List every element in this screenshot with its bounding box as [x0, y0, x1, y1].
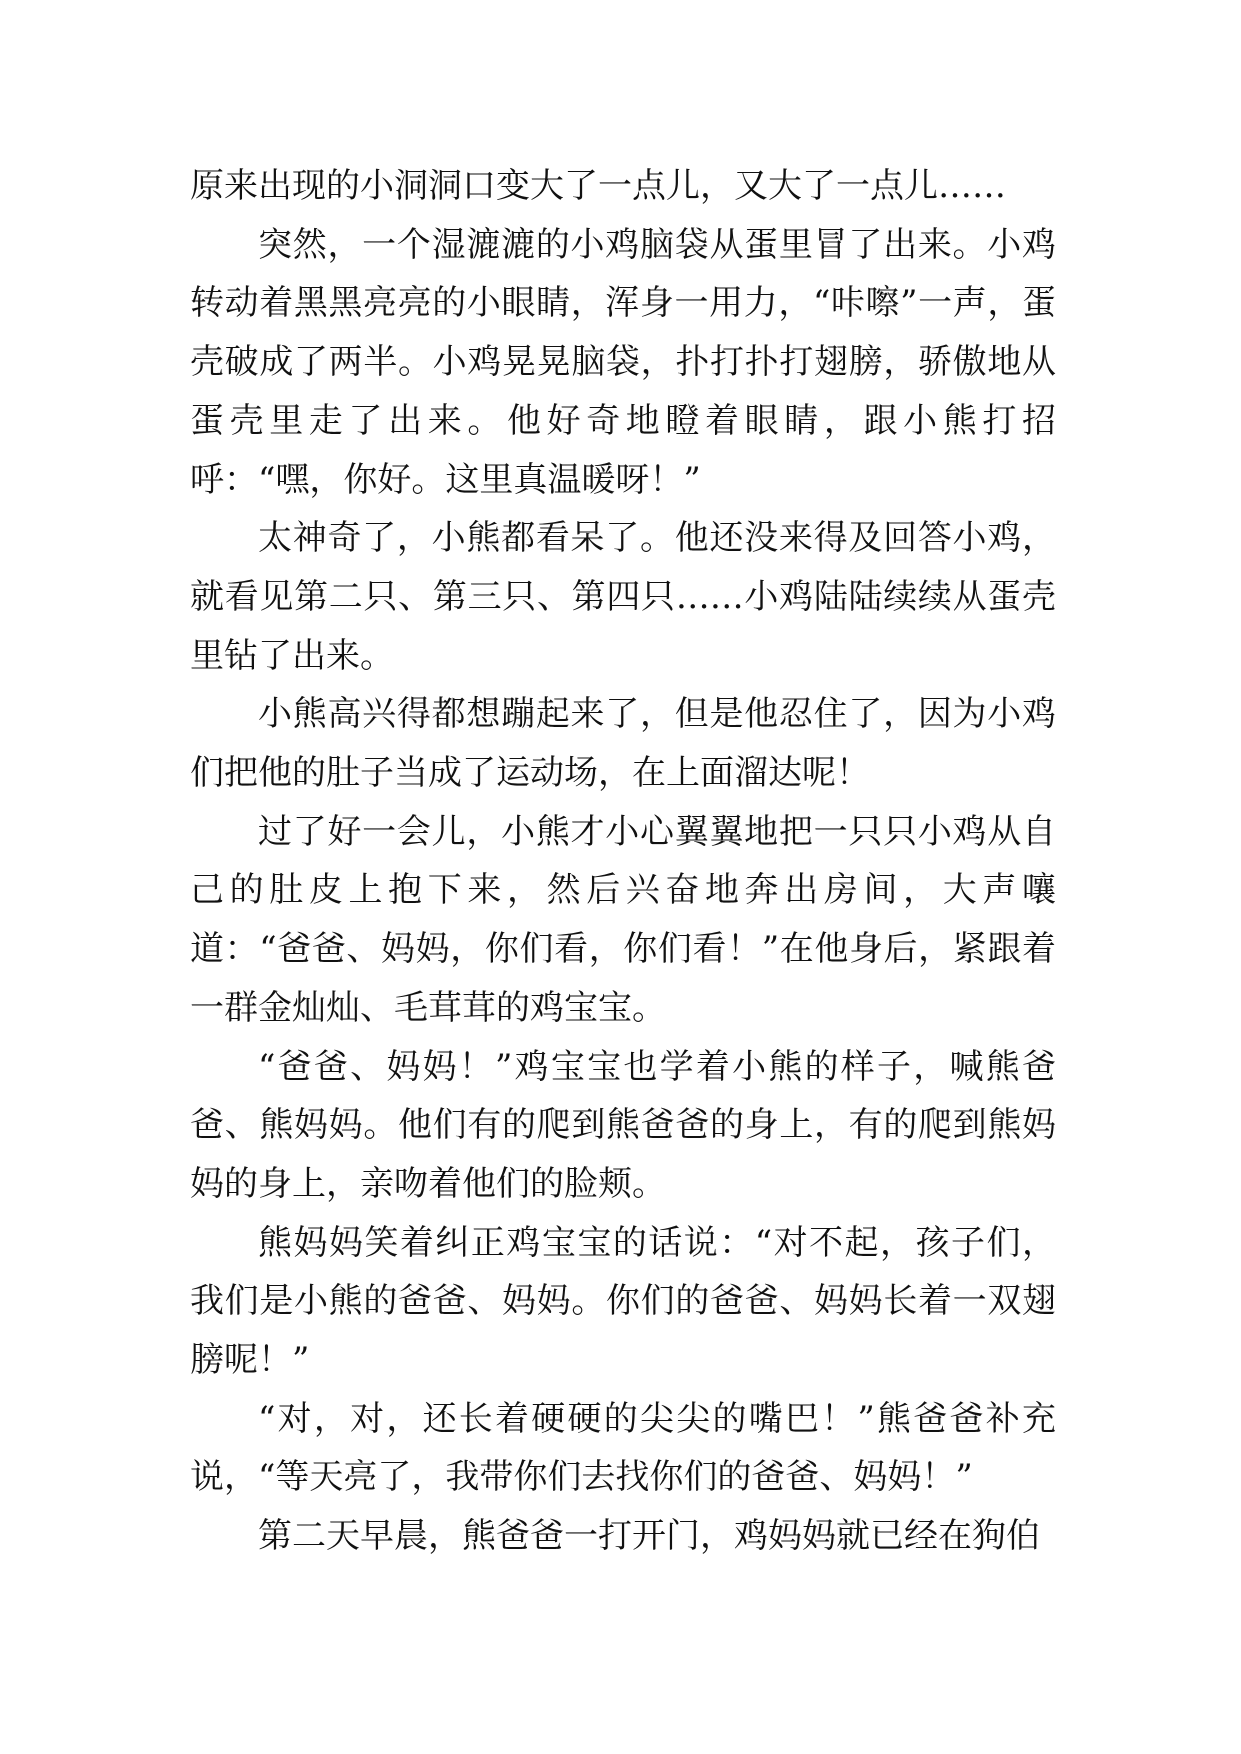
paragraph: 小熊高兴得都想蹦起来了，但是他忍住了，因为小鸡们把他的肚子当成了运动场，在上面溜达呢！: [190, 694, 1056, 794]
paragraph: 熊妈妈笑着纠正鸡宝宝的话说：“对不起，孩子们，我们是小熊的爸爸、妈妈。你们的爸爸、妈妈长着一双翅膀呢！”: [190, 1222, 1056, 1381]
story-text: [190, 157, 1056, 1566]
paragraph: “对，对，还长着硬硬的尖尖的嘴巴！”熊爸爸补充说，“等天亮了，我带你们去找你们的爸爸、妈妈！”: [190, 1398, 1056, 1498]
paragraph: 过了好一会儿，小熊才小心翼翼地把一只只小鸡从自己的肚皮上抱下来，然后兴奋地奔出房间，大声嚷道：“爸爸、妈妈，你们看，你们看！”在他身后，紧跟着一群金灿灿、毛茸茸的鸡宝宝。: [190, 811, 1056, 1028]
paragraph: 第二天早晨，熊爸爸一打开门，鸡妈妈就已经在狗伯: [258, 1516, 1040, 1557]
paragraph: 太神奇了，小熊都看呆了。他还没来得及回答小鸡，就看见第二只、第三只、第四只……小鸡陆陆续续从蛋壳里钻了出来。: [190, 518, 1056, 676]
paragraph: 原来出现的小洞洞口变大了一点儿，又大了一点儿……: [190, 166, 1006, 206]
paragraph: 突然，一个湿漉漉的小鸡脑袋从蛋里冒了出来。小鸡转动着黑黑亮亮的小眼睛，浑身一用力，“咔嚓”一声，蛋壳破成了两半。小鸡晃晃脑袋，扑打扑打翅膀，骄傲地从蛋壳里走了出来。他好奇地瞪着眼睛，跟小熊打招呼：“嘿，你好。这里真温暖呀！”: [190, 224, 1056, 500]
paragraph: “爸爸、妈妈！”鸡宝宝也学着小熊的样子，喊熊爸爸、熊妈妈。他们有的爬到熊爸爸的身上，有的爬到熊妈妈的身上，亲吻着他们的脸颊。: [190, 1046, 1056, 1204]
